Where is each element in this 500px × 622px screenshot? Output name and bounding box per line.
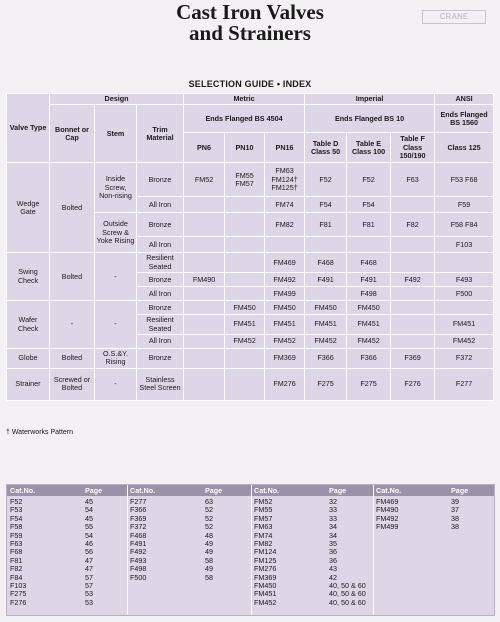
- index-page: 38: [451, 513, 459, 523]
- index-cat-no: F366: [130, 505, 147, 515]
- index-page: 40, 50 & 60: [329, 589, 366, 599]
- index-cat-no: F492: [130, 547, 147, 557]
- index-cat-no: F82: [10, 564, 23, 574]
- index-cat-no: FM450: [254, 580, 277, 590]
- catalogue-number-cell: [184, 253, 225, 273]
- catalogue-number-cell: F81: [347, 213, 391, 237]
- index-cat-no: FM52: [254, 497, 273, 506]
- index-cat-no: F372: [130, 522, 147, 532]
- catalogue-number-cell: [184, 349, 225, 369]
- bonnet-cell: Bolted: [50, 349, 95, 369]
- catalogue-number-cell: FM63 FM124† FM125†: [265, 163, 305, 197]
- index-page: 47: [85, 564, 93, 574]
- index-page: 52: [205, 513, 213, 523]
- index-cat-header: Cat.No.: [10, 486, 36, 495]
- index-cat-no: F53: [10, 505, 23, 515]
- index-cat-no: FM124: [254, 547, 277, 557]
- section-subtitle: SELECTION GUIDE • INDEX: [188, 79, 312, 89]
- catalogue-number-cell: F63: [391, 163, 435, 197]
- catalogue-number-cell: FM451: [265, 315, 305, 335]
- index-cat-no: F493: [130, 555, 147, 565]
- catalogue-number-cell: [391, 335, 435, 349]
- valve-type-cell: Wedge Gate: [7, 163, 50, 253]
- index-cat-no: FM55: [254, 505, 273, 515]
- index-cat-no: FM451: [254, 589, 277, 599]
- catalogue-number-cell: F468: [347, 253, 391, 273]
- header-bonnet: Bonnet or Cap: [50, 105, 95, 163]
- index-cat-no: FM125: [254, 555, 277, 565]
- catalogue-number-cell: FM469: [265, 253, 305, 273]
- catalogue-number-cell: [225, 197, 265, 213]
- index-page: 54: [85, 505, 93, 515]
- trim-material-cell: Resilient Seated: [137, 253, 184, 273]
- header-trim: Trim Material: [137, 105, 184, 163]
- index-page: 37: [451, 505, 459, 515]
- catalogue-number-cell: F54: [305, 197, 347, 213]
- catalogue-number-cell: FM452: [305, 335, 347, 349]
- catalogue-number-cell: [184, 197, 225, 213]
- header-design: Design: [50, 94, 184, 105]
- trim-material-cell: All Iron: [137, 197, 184, 213]
- catalogue-number-cell: F493: [435, 273, 494, 287]
- trim-material-cell: All Iron: [137, 335, 184, 349]
- index-page-header: Page: [85, 486, 103, 495]
- catalogue-number-cell: [391, 287, 435, 301]
- catalogue-number-cell: F366: [347, 349, 391, 369]
- catalogue-number-cell: [225, 237, 265, 253]
- header-metric-ends: Ends Flanged BS 4504: [184, 105, 305, 133]
- index-cat-no: F500: [130, 572, 147, 582]
- title-line-2: and Strainers: [189, 21, 311, 45]
- catalogue-number-cell: F492: [391, 273, 435, 287]
- catalogue-number-cell: F491: [305, 273, 347, 287]
- catalogue-number-cell: F372: [435, 349, 494, 369]
- catalogue-number-cell: [184, 237, 225, 253]
- index-page-header: Page: [329, 486, 347, 495]
- selection-guide: [6, 93, 493, 401]
- catalogue-number-cell: FM450: [225, 301, 265, 315]
- title-line-1: Cast Iron Valves: [176, 0, 324, 24]
- catalogue-number-cell: FM55 FM57: [225, 163, 265, 197]
- header-pn16: PN16: [265, 133, 305, 163]
- catalogue-number-cell: [435, 253, 494, 273]
- catalogue-number-cell: F277: [435, 368, 494, 400]
- catalogue-number-cell: [225, 287, 265, 301]
- index-page: 48: [205, 530, 213, 540]
- index-cat-no: FM57: [254, 513, 273, 523]
- catalogue-number-cell: [305, 287, 347, 301]
- header-metric: Metric: [184, 94, 305, 105]
- index-cat-no: FM82: [254, 538, 273, 548]
- trim-material-cell: Bronze: [137, 349, 184, 369]
- stem-cell: -: [95, 301, 137, 349]
- catalogue-number-cell: FM490: [184, 273, 225, 287]
- header-ansi: ANSI: [435, 94, 494, 105]
- index-page: 42: [329, 572, 337, 582]
- index-cat-no: F275: [10, 589, 27, 599]
- catalogue-number-cell: F369: [391, 349, 435, 369]
- index-page: 32: [329, 497, 337, 506]
- catalogue-number-cell: [225, 349, 265, 369]
- index-page: 34: [329, 522, 337, 532]
- index-cat-no: F491: [130, 538, 147, 548]
- bonnet-cell: Bolted: [50, 163, 95, 253]
- index-cat-no: FM492: [376, 513, 399, 523]
- catalogue-number-cell: [391, 301, 435, 315]
- header-class-125: Class 125: [435, 133, 494, 163]
- index-page-header: Page: [451, 486, 469, 495]
- index-cat-no: FM499: [376, 522, 399, 532]
- catalogue-number-cell: [225, 213, 265, 237]
- index-page: 35: [329, 538, 337, 548]
- index-row: [7, 498, 127, 506]
- index-divider: [373, 485, 374, 615]
- index-cat-no: F498: [130, 564, 147, 574]
- index-page: 45: [85, 497, 93, 506]
- valve-type-cell: Strainer: [7, 368, 50, 400]
- catalogue-number-cell: [347, 237, 391, 253]
- trim-material-cell: All Iron: [137, 237, 184, 253]
- catalogue-number-cell: F52: [305, 163, 347, 197]
- index-page: 40, 50 & 60: [329, 580, 366, 590]
- catalogue-number-cell: [184, 335, 225, 349]
- header-imperial-ends: Ends Flanged BS 10: [305, 105, 435, 133]
- bonnet-cell: Bolted: [50, 253, 95, 301]
- index-cat-header: Cat.No.: [130, 486, 156, 495]
- index-page: 49: [205, 538, 213, 548]
- index-header: [127, 485, 251, 496]
- guide-row: [7, 301, 494, 315]
- catalogue-number-cell: F498: [347, 287, 391, 301]
- catalogue-number-cell: F275: [305, 368, 347, 400]
- header-pn6: PN6: [184, 133, 225, 163]
- selection-guide-table: [6, 93, 494, 401]
- trim-material-cell: Resilient Seated: [137, 315, 184, 335]
- trim-material-cell: All Iron: [137, 287, 184, 301]
- index-cat-no: FM490: [376, 505, 399, 515]
- guide-row: [7, 163, 494, 197]
- stem-cell: -: [95, 368, 137, 400]
- index-page: 49: [205, 564, 213, 574]
- catalogue-number-cell: FM492: [265, 273, 305, 287]
- catalogue-number-cell: F82: [391, 213, 435, 237]
- catalogue-number-cell: [225, 273, 265, 287]
- catalogue-number-cell: FM451: [225, 315, 265, 335]
- index-cat-no: FM469: [376, 497, 399, 506]
- catalogue-number-cell: F500: [435, 287, 494, 301]
- index-cat-no: F103: [10, 580, 27, 590]
- index-page-header: Page: [205, 486, 223, 495]
- index-page: 49: [205, 547, 213, 557]
- header-valve-type: Valve Type: [7, 94, 50, 163]
- index-page: 39: [451, 497, 459, 506]
- index-page: 55: [85, 522, 93, 532]
- header-ansi-ends: Ends Flanged BS 1560: [435, 105, 494, 133]
- trim-material-cell: Bronze: [137, 301, 184, 315]
- catalogue-number-cell: FM451: [347, 315, 391, 335]
- index-cat-no: F54: [10, 513, 23, 523]
- index-column: [7, 485, 127, 615]
- catalogue-number-cell: [184, 315, 225, 335]
- index-header: [373, 485, 494, 496]
- index-column: [127, 485, 251, 615]
- catalogue-number-cell: F81: [305, 213, 347, 237]
- index-row: [7, 548, 127, 556]
- stem-cell: O.S.&Y. Rising: [95, 349, 137, 369]
- catalogue-number-cell: F103: [435, 237, 494, 253]
- header-stem: Stem: [95, 105, 137, 163]
- stem-cell: Outside Screw & Yoke Rising: [95, 213, 137, 253]
- catalogue-number-cell: FM450: [265, 301, 305, 315]
- index-page: 36: [329, 555, 337, 565]
- catalogue-number-cell: FM450: [347, 301, 391, 315]
- catalogue-number-cell: [184, 368, 225, 400]
- catalogue-number-cell: F276: [391, 368, 435, 400]
- catalogue-number-cell: F59: [435, 197, 494, 213]
- catalogue-number-cell: [391, 315, 435, 335]
- index-cat-no: F369: [130, 513, 147, 523]
- index-page: 34: [329, 530, 337, 540]
- catalogue-number-cell: FM450: [305, 301, 347, 315]
- catalogue-number-cell: FM452: [265, 335, 305, 349]
- catalogue-number-cell: F468: [305, 253, 347, 273]
- catalogue-number-cell: [225, 253, 265, 273]
- index-cat-no: FM63: [254, 522, 273, 532]
- index-cat-no: F52: [10, 497, 23, 506]
- index-cat-no: FM369: [254, 572, 277, 582]
- index-page: 53: [85, 589, 93, 599]
- trim-material-cell: Stainless Steel Screen: [137, 368, 184, 400]
- index-page: 53: [85, 597, 93, 607]
- index-page: 40, 50 & 60: [329, 597, 366, 607]
- catalogue-number-cell: [184, 287, 225, 301]
- index-page: 52: [205, 505, 213, 515]
- index-page: 54: [85, 530, 93, 540]
- index-row: [7, 540, 127, 548]
- index-row: [7, 515, 127, 523]
- index-cat-no: FM74: [254, 530, 273, 540]
- index-header: [251, 485, 373, 496]
- index-page: 33: [329, 513, 337, 523]
- catalogue-number-cell: [225, 368, 265, 400]
- index-page: 58: [205, 572, 213, 582]
- index-row: [373, 523, 494, 531]
- index-row: [7, 565, 127, 573]
- catalogue-number-cell: [391, 253, 435, 273]
- catalogue-number-cell: FM451: [435, 315, 494, 335]
- index-cat-no: F58: [10, 522, 23, 532]
- index-row: [251, 599, 373, 607]
- index-row: [7, 557, 127, 565]
- catalogue-number-cell: F53 F68: [435, 163, 494, 197]
- footnote: † Waterworks Pattern: [6, 429, 74, 436]
- index-cat-header: Cat.No.: [254, 486, 280, 495]
- header-pn10: PN10: [225, 133, 265, 163]
- catalogue-number-cell: FM74: [265, 197, 305, 213]
- bonnet-cell: Screwed or Bolted: [50, 368, 95, 400]
- guide-row: [7, 253, 494, 273]
- valve-type-cell: Wafer Check: [7, 301, 50, 349]
- catalogue-index: [6, 484, 495, 616]
- valve-type-cell: Swing Check: [7, 253, 50, 301]
- catalogue-number-cell: FM451: [305, 315, 347, 335]
- stem-cell: -: [95, 253, 137, 301]
- index-cat-no: F68: [10, 547, 23, 557]
- index-row: [7, 506, 127, 514]
- index-page: 47: [85, 555, 93, 565]
- index-header: [7, 485, 127, 496]
- catalogue-number-cell: [305, 237, 347, 253]
- index-page: 57: [85, 572, 93, 582]
- header-table-d: Table D Class 50: [305, 133, 347, 163]
- catalogue-number-cell: FM52: [184, 163, 225, 197]
- catalogue-number-cell: FM452: [347, 335, 391, 349]
- catalogue-number-cell: FM452: [435, 335, 494, 349]
- bonnet-cell: -: [50, 301, 95, 349]
- index-page: 63: [205, 497, 213, 506]
- index-row: [7, 599, 127, 607]
- index-page: 57: [85, 580, 93, 590]
- index-cat-no: F277: [130, 497, 147, 506]
- index-page: 46: [85, 538, 93, 548]
- index-cat-no: F63: [10, 538, 23, 548]
- index-page: 38: [451, 522, 459, 532]
- catalogue-number-cell: F366: [305, 349, 347, 369]
- stem-cell: Inside Screw, Non-rising: [95, 163, 137, 213]
- index-cat-no: FM452: [254, 597, 277, 607]
- catalogue-number-cell: F491: [347, 273, 391, 287]
- index-cat-no: F59: [10, 530, 23, 540]
- guide-row: [7, 349, 494, 369]
- catalogue-number-cell: FM499: [265, 287, 305, 301]
- index-page: 56: [85, 547, 93, 557]
- index-row: [7, 523, 127, 531]
- index-cat-no: FM276: [254, 564, 277, 574]
- trim-material-cell: Bronze: [137, 213, 184, 237]
- index-page: 36: [329, 547, 337, 557]
- catalogue-number-cell: FM369: [265, 349, 305, 369]
- guide-row: [7, 368, 494, 400]
- index-row: [7, 532, 127, 540]
- index-column: [373, 485, 494, 615]
- index-page: 33: [329, 505, 337, 515]
- catalogue-number-cell: F275: [347, 368, 391, 400]
- catalogue-number-cell: FM452: [225, 335, 265, 349]
- header-table-e: Table E Class 100: [347, 133, 391, 163]
- catalogue-number-cell: [435, 301, 494, 315]
- index-cat-no: F276: [10, 597, 27, 607]
- index-page: 45: [85, 513, 93, 523]
- index-divider: [127, 485, 128, 615]
- index-cat-no: F84: [10, 572, 23, 582]
- index-row: [127, 574, 251, 582]
- index-column: [251, 485, 373, 615]
- catalogue-number-cell: [391, 197, 435, 213]
- catalogue-number-cell: [184, 213, 225, 237]
- catalogue-number-cell: F58 F84: [435, 213, 494, 237]
- index-page: 43: [329, 564, 337, 574]
- index-divider: [251, 485, 252, 615]
- index-page: 52: [205, 522, 213, 532]
- index-cat-header: Cat.No.: [376, 486, 402, 495]
- index-cat-no: F468: [130, 530, 147, 540]
- catalogue-number-cell: FM82: [265, 213, 305, 237]
- catalogue-number-cell: [265, 237, 305, 253]
- header-imperial: Imperial: [305, 94, 435, 105]
- catalogue-number-cell: FM276: [265, 368, 305, 400]
- index-cat-no: F81: [10, 555, 23, 565]
- trim-material-cell: Bronze: [137, 273, 184, 287]
- catalogue-number-cell: [184, 301, 225, 315]
- valve-type-cell: Globe: [7, 349, 50, 369]
- catalogue-number-cell: F52: [347, 163, 391, 197]
- index-page: 58: [205, 555, 213, 565]
- catalogue-number-cell: F54: [347, 197, 391, 213]
- header-table-f: Table F Class 150/190: [391, 133, 435, 163]
- trim-material-cell: Bronze: [137, 163, 184, 197]
- catalogue-number-cell: [391, 237, 435, 253]
- brand-logo: CRANE: [422, 10, 486, 24]
